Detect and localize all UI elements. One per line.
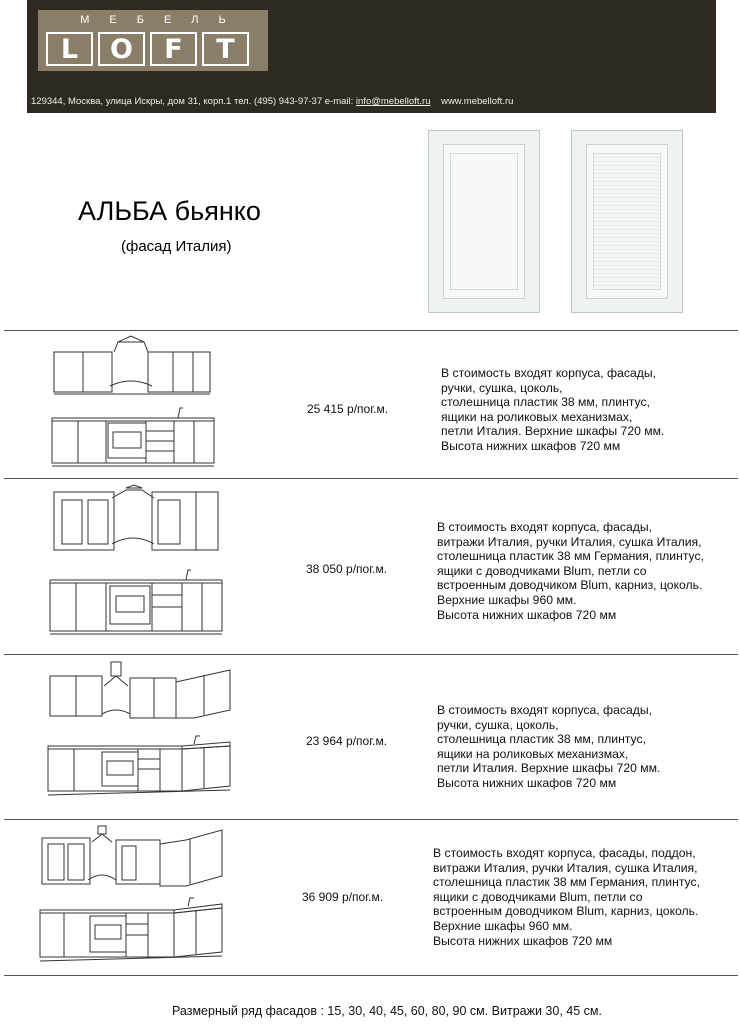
- logo-letter: F: [150, 32, 197, 66]
- divider: [4, 975, 738, 976]
- description-line: Верхние шкафы 960 мм.: [437, 592, 577, 607]
- facade-solid-image: [428, 130, 540, 313]
- address-text: 129344, Москва, улица Искры, дом 31, корп.1 тел. (495) 943-97-37 e-mail:: [31, 96, 356, 107]
- description-line: столешница пластик 38 мм Германия, плинтус,: [437, 549, 704, 564]
- logo-letters: [46, 32, 249, 66]
- description-line: Высота нижних шкафов 720 мм: [433, 933, 613, 948]
- description-line: петли Италия. Верхние шкафы 720 мм.: [437, 761, 661, 776]
- description-line: столешница пластик 38 мм, плинтус,: [437, 732, 646, 747]
- description: [437, 520, 704, 622]
- description-line: витражи Италия, ручки Италия, сушка Италия,: [437, 534, 702, 549]
- product-title: АЛЬБА бьянко: [78, 196, 261, 226]
- description-line: В стоимость входят корпуса, фасады,: [437, 703, 652, 717]
- kitchen-sketch-3: [44, 660, 236, 802]
- price: 36 909 р/пог.м.: [302, 890, 384, 904]
- footer-note: Размерный ряд фасадов : 15, 30, 40, 45, 60, 80, 90 см. Витражи 30, 45 см.: [172, 1004, 602, 1018]
- description-line: ящики на роликовых механизмах,: [437, 746, 629, 761]
- website-link[interactable]: www.mebelloft.ru: [441, 96, 514, 107]
- logo-letter: T: [202, 32, 249, 66]
- logo-letter: L: [46, 32, 93, 66]
- divider: [4, 654, 738, 655]
- description-line: ручки, сушка, цоколь,: [441, 380, 563, 395]
- price: 23 964 р/пог.м.: [306, 734, 388, 748]
- description-line: столешница пластик 38 мм, плинтус,: [441, 395, 650, 410]
- product-subtitle: (фасад Италия): [121, 238, 232, 255]
- header-banner: [27, 0, 716, 113]
- description-line: ящики с доводчиками Blum, петли со: [433, 889, 643, 904]
- description-line: В стоимость входят корпуса, фасады, поддон,: [433, 846, 696, 860]
- divider: [4, 478, 738, 479]
- description-line: встроенным доводчиком Blum, карниз, цоколь.: [437, 578, 703, 593]
- divider: [4, 330, 738, 331]
- logo-top-text: МЕБЕЛЬ: [80, 14, 246, 26]
- description-line: витражи Италия, ручки Италия, сушка Италия,: [433, 860, 698, 875]
- description-line: Высота нижних шкафов 720 мм: [437, 607, 617, 622]
- description-line: ящики с доводчиками Blum, петли со: [437, 563, 647, 578]
- logo-letter: O: [98, 32, 145, 66]
- description-line: В стоимость входят корпуса, фасады,: [441, 366, 656, 380]
- description-line: Высота нижних шкафов 720 мм: [437, 775, 617, 790]
- loft-logo: [38, 10, 268, 71]
- kitchen-sketch-4: [36, 824, 232, 970]
- kitchen-sketch-2: [46, 484, 228, 640]
- description-line: встроенным доводчиком Blum, карниз, цоколь.: [433, 904, 699, 919]
- contact-line: [31, 96, 513, 107]
- description: [437, 703, 660, 791]
- description-line: ящики на роликовых механизмах,: [441, 409, 633, 424]
- divider: [4, 819, 738, 820]
- price: 25 415 р/пог.м.: [307, 402, 389, 416]
- facade-glass-image: [571, 130, 683, 313]
- description: [441, 366, 664, 454]
- description-line: петли Италия. Верхние шкафы 720 мм.: [441, 424, 665, 439]
- description: [433, 846, 700, 948]
- description-line: Верхние шкафы 960 мм.: [433, 918, 573, 933]
- description-line: столешница пластик 38 мм Германия, плинтус,: [433, 875, 700, 890]
- description-line: В стоимость входят корпуса, фасады,: [437, 520, 652, 534]
- kitchen-sketch-1: [48, 334, 218, 472]
- email-link[interactable]: info@mebelloft.ru: [355, 96, 431, 107]
- description-line: Высота нижних шкафов 720 мм: [441, 438, 621, 453]
- description-line: ручки, сушка, цоколь,: [437, 717, 559, 732]
- price: 38 050 р/пог.м.: [306, 562, 388, 576]
